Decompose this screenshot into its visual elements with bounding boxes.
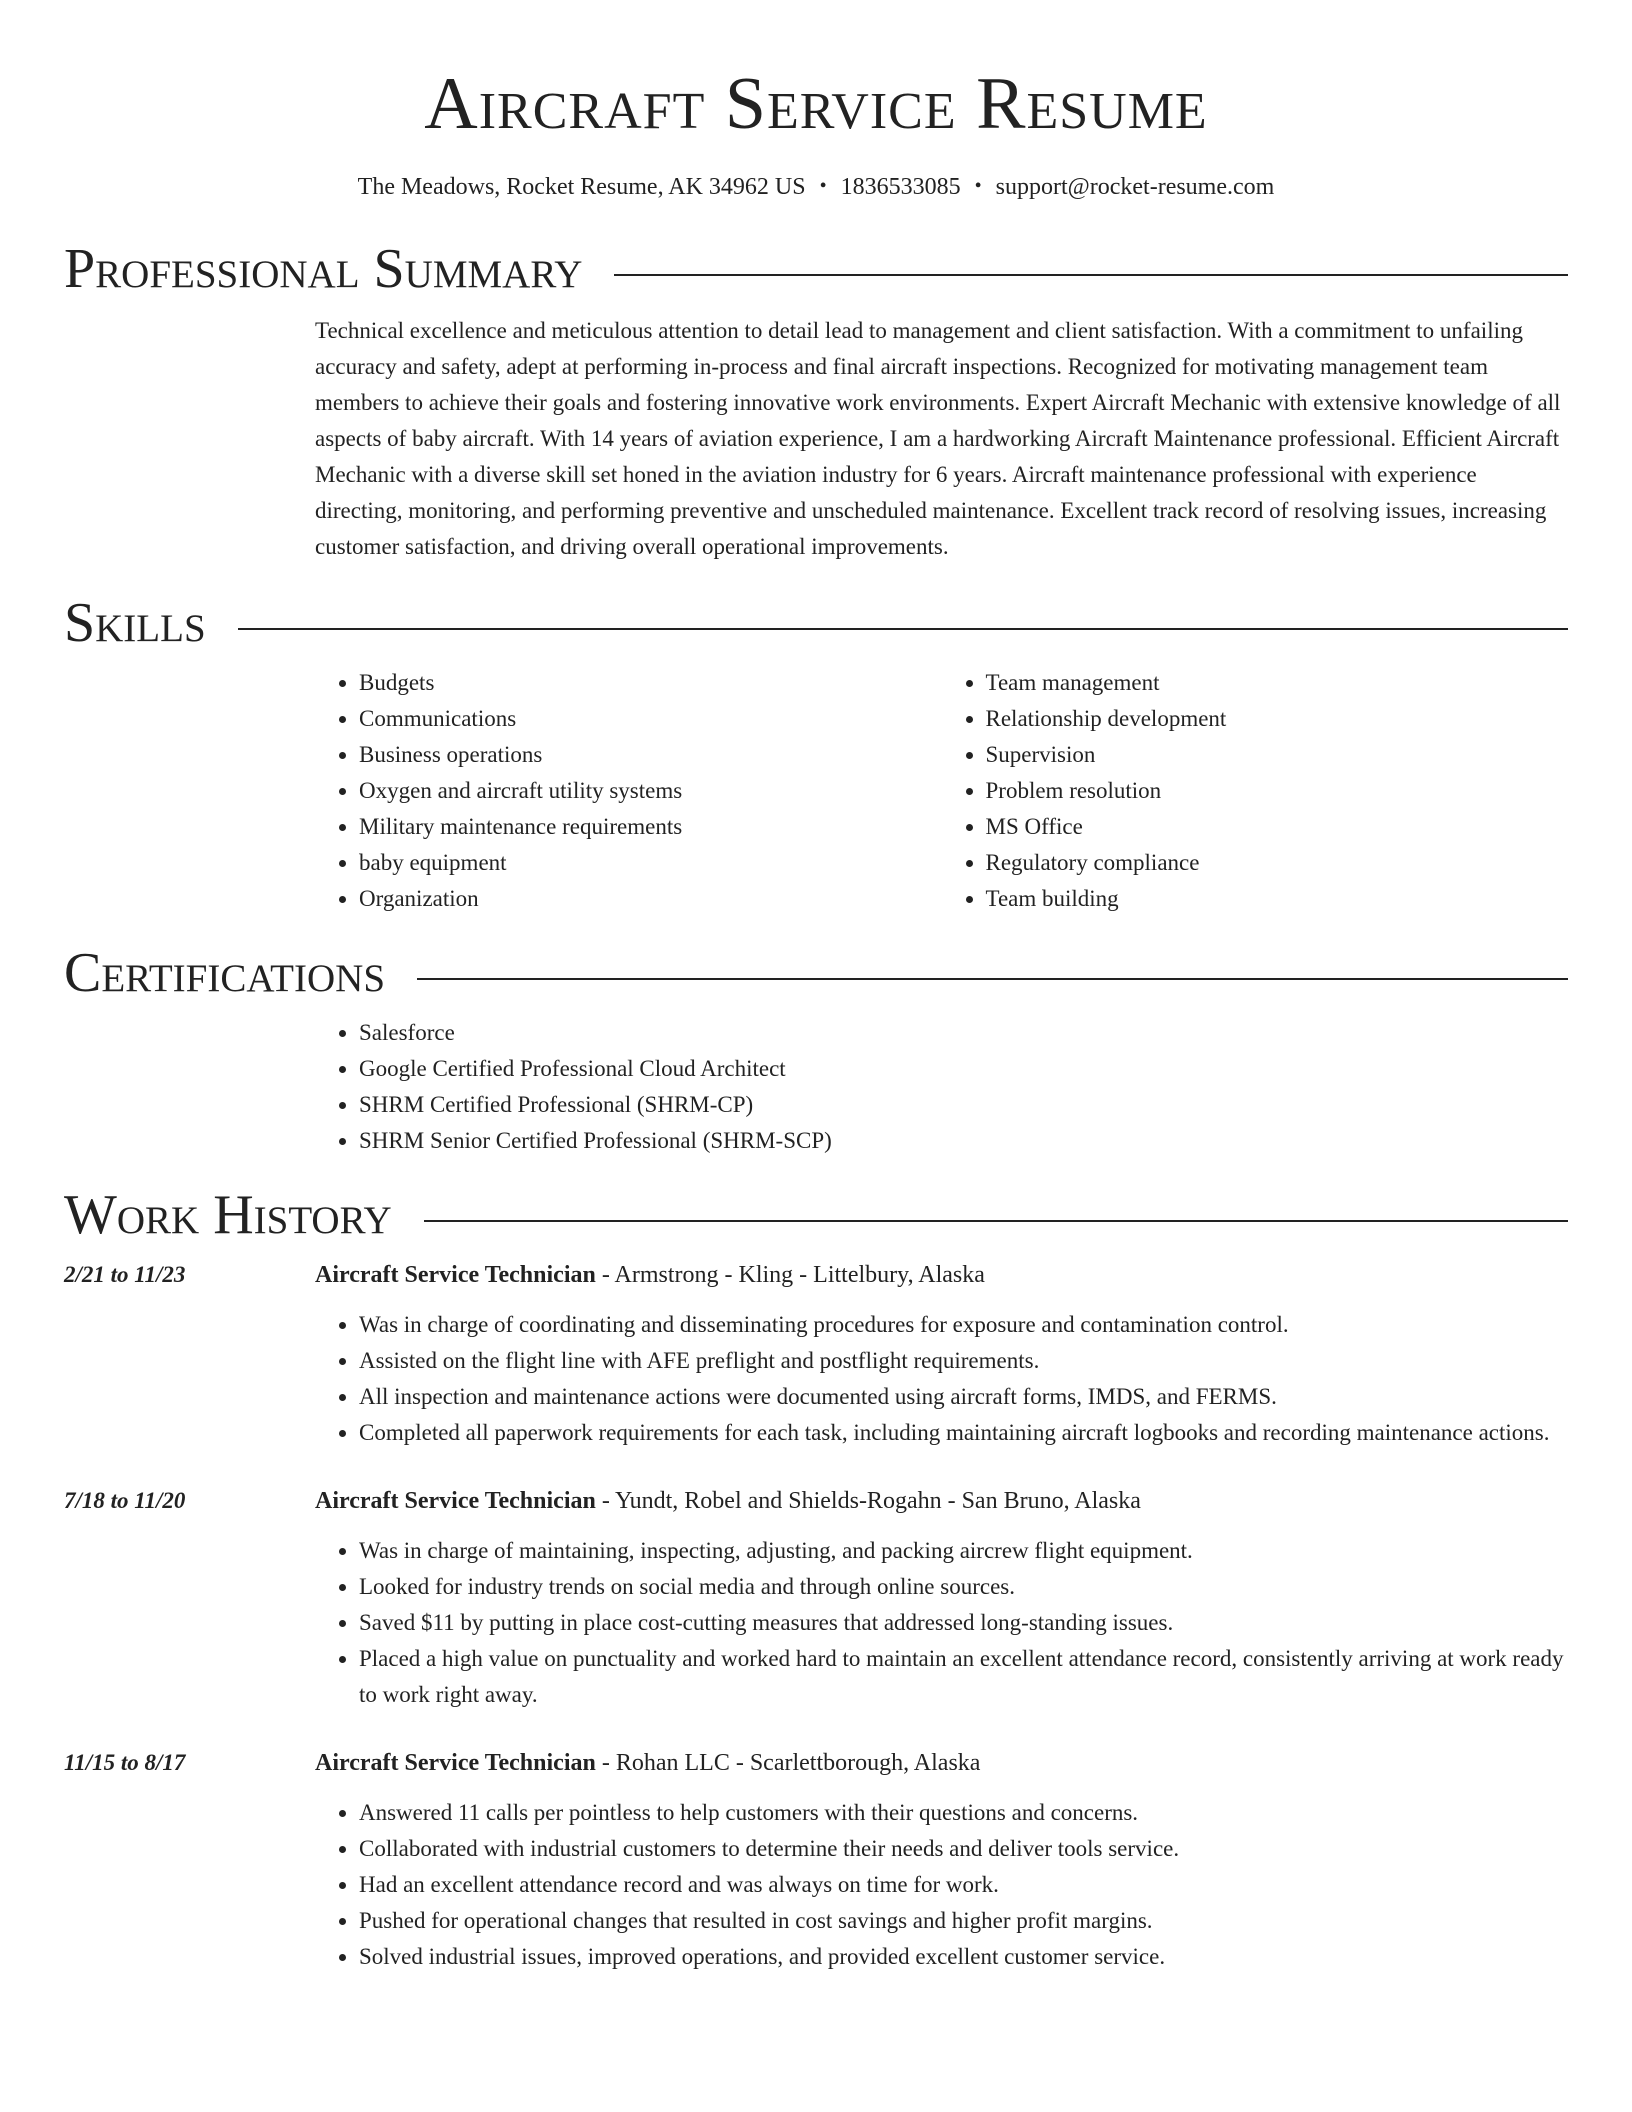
contact-separator: • xyxy=(974,175,982,197)
contact-address: The Meadows, Rocket Resume, AK 34962 US xyxy=(357,174,806,200)
job-bullet: • Was in charge of maintaining, inspecting, adjusting, and packing aircrew flight equipment. xyxy=(359,1533,1568,1569)
skill-item: • Oxygen and aircraft utility systems xyxy=(359,773,942,809)
job-bullet: • Had an excellent attendance record and was always on time for work. xyxy=(359,1867,1568,1903)
section-divider xyxy=(614,274,1568,276)
skill-item: • Regulatory compliance xyxy=(986,845,1569,881)
job-bullet: • Solved industrial issues, improved operations, and provided excellent customer service. xyxy=(359,1939,1568,1975)
section-divider xyxy=(417,978,1568,980)
skill-item: • Budgets xyxy=(359,665,942,701)
job-role: Aircraft Service Technician xyxy=(315,1262,596,1288)
job-dates: 11/15 to 8/17 xyxy=(64,1750,186,1775)
skills-content xyxy=(315,665,1568,917)
skill-item: • Military maintenance requirements xyxy=(359,809,942,845)
summary-section-header xyxy=(64,239,1568,299)
section-divider xyxy=(238,628,1568,630)
skills-section-header xyxy=(64,593,1568,653)
skill-item: • Team management xyxy=(986,665,1569,701)
certifications-section-title: Certifications xyxy=(64,942,386,1004)
certifications-content xyxy=(315,1015,1568,1159)
contact-email: support@rocket-resume.com xyxy=(995,174,1275,200)
certification-item: • SHRM Senior Certified Professional (SHRM-SCP) xyxy=(359,1123,1568,1159)
job-entry xyxy=(64,1483,1568,1713)
job-bullet: • All inspection and maintenance actions were documented using aircraft forms, IMDS, and FERMS. xyxy=(359,1379,1568,1415)
section-divider xyxy=(424,1220,1568,1222)
job-role: Aircraft Service Technician xyxy=(315,1488,596,1514)
job-dates: 2/21 to 11/23 xyxy=(64,1262,186,1287)
job-bullets xyxy=(315,1533,1568,1713)
job-company-location: - Rohan LLC - Scarlettborough, Alaska xyxy=(595,1750,981,1776)
skill-item: • Team building xyxy=(986,881,1569,917)
job-body xyxy=(315,1745,1568,1975)
job-heading xyxy=(315,1257,1568,1293)
certifications-list xyxy=(315,1015,1568,1159)
job-bullet: • Looked for industry trends on social media and through online sources. xyxy=(359,1569,1568,1605)
job-dates: 7/18 to 11/20 xyxy=(64,1488,186,1513)
job-bullet: • Pushed for operational changes that resulted in cost savings and higher profit margins. xyxy=(359,1903,1568,1939)
job-body xyxy=(315,1257,1568,1451)
job-bullets xyxy=(315,1795,1568,1975)
job-entry xyxy=(64,1745,1568,1975)
skill-item: • Relationship development xyxy=(986,701,1569,737)
skill-item: • baby equipment xyxy=(359,845,942,881)
skill-item: • Supervision xyxy=(986,737,1569,773)
skill-item: • Communications xyxy=(359,701,942,737)
skills-section-title: Skills xyxy=(64,592,206,654)
job-role: Aircraft Service Technician xyxy=(315,1750,596,1776)
summary-content xyxy=(315,313,1568,565)
job-bullet: • Assisted on the flight line with AFE preflight and postflight requirements. xyxy=(359,1343,1568,1379)
summary-paragraph: Technical excellence and meticulous attention to detail lead to management and client satisfaction. With a commitment to unfailing accuracy and safety, adept at performing in-process and final aircraft inspections. Recognized for motivating management team members to achieve their goals and fostering innovative work environments. Expert Aircraft Mechanic with extensive knowledge of all aspects of baby aircraft. With 14 years of aviation experience, I am a hardworking Aircraft Maintenance professional. Efficient Aircraft Mechanic with a diverse skill set honed in the aviation industry for 6 years. Aircraft maintenance professional with experience directing, monitoring, and performing preventive and unscheduled maintenance. Excellent track record of resolving issues, increasing customer satisfaction, and driving overall operational improvements. xyxy=(315,318,1561,559)
certification-item: • SHRM Certified Professional (SHRM-CP) xyxy=(359,1087,1568,1123)
certification-item: • Google Certified Professional Cloud Architect xyxy=(359,1051,1568,1087)
job-bullet: • Completed all paperwork requirements for each task, including maintaining aircraft logbooks and recording maintenance actions. xyxy=(359,1415,1568,1451)
resume-title: Aircraft Service Resume xyxy=(424,63,1208,145)
skill-item: • Organization xyxy=(359,881,942,917)
job-body xyxy=(315,1483,1568,1713)
skills-list-left xyxy=(315,665,942,917)
job-bullet: • Saved $11 by putting in place cost-cutting measures that addressed long-standing issues. xyxy=(359,1605,1568,1641)
contact-phone: 1836533085 xyxy=(840,174,961,200)
job-company-location: - Yundt, Robel and Shields-Rogahn - San Bruno, Alaska xyxy=(595,1488,1141,1514)
summary-section-title: Professional Summary xyxy=(64,238,583,300)
contact-separator: • xyxy=(819,175,827,197)
job-heading xyxy=(315,1483,1568,1519)
job-bullets xyxy=(315,1307,1568,1451)
resume-page xyxy=(64,0,1568,1975)
certification-item: • Salesforce xyxy=(359,1015,1568,1051)
skills-columns xyxy=(315,665,1568,917)
contact-line xyxy=(64,172,1568,203)
work-section-title: Work History xyxy=(64,1184,392,1246)
job-bullet: • Answered 11 calls per pointless to help customers with their questions and concerns. xyxy=(359,1795,1568,1831)
job-heading xyxy=(315,1745,1568,1781)
work-section-header xyxy=(64,1185,1568,1245)
certifications-section-header xyxy=(64,943,1568,1003)
job-company-location: - Armstrong - Kling - Littelbury, Alaska xyxy=(595,1262,985,1288)
skill-item: • Problem resolution xyxy=(986,773,1569,809)
job-bullet: • Placed a high value on punctuality and worked hard to maintain an excellent attendance record, consistently arriving at work ready to work right away. xyxy=(359,1641,1568,1713)
skills-list-right xyxy=(942,665,1569,917)
job-entry xyxy=(64,1257,1568,1451)
job-bullet: • Collaborated with industrial customers to determine their needs and deliver tools service. xyxy=(359,1831,1568,1867)
skill-item: • MS Office xyxy=(986,809,1569,845)
job-bullet: • Was in charge of coordinating and disseminating procedures for exposure and contamination control. xyxy=(359,1307,1568,1343)
skill-item: • Business operations xyxy=(359,737,942,773)
